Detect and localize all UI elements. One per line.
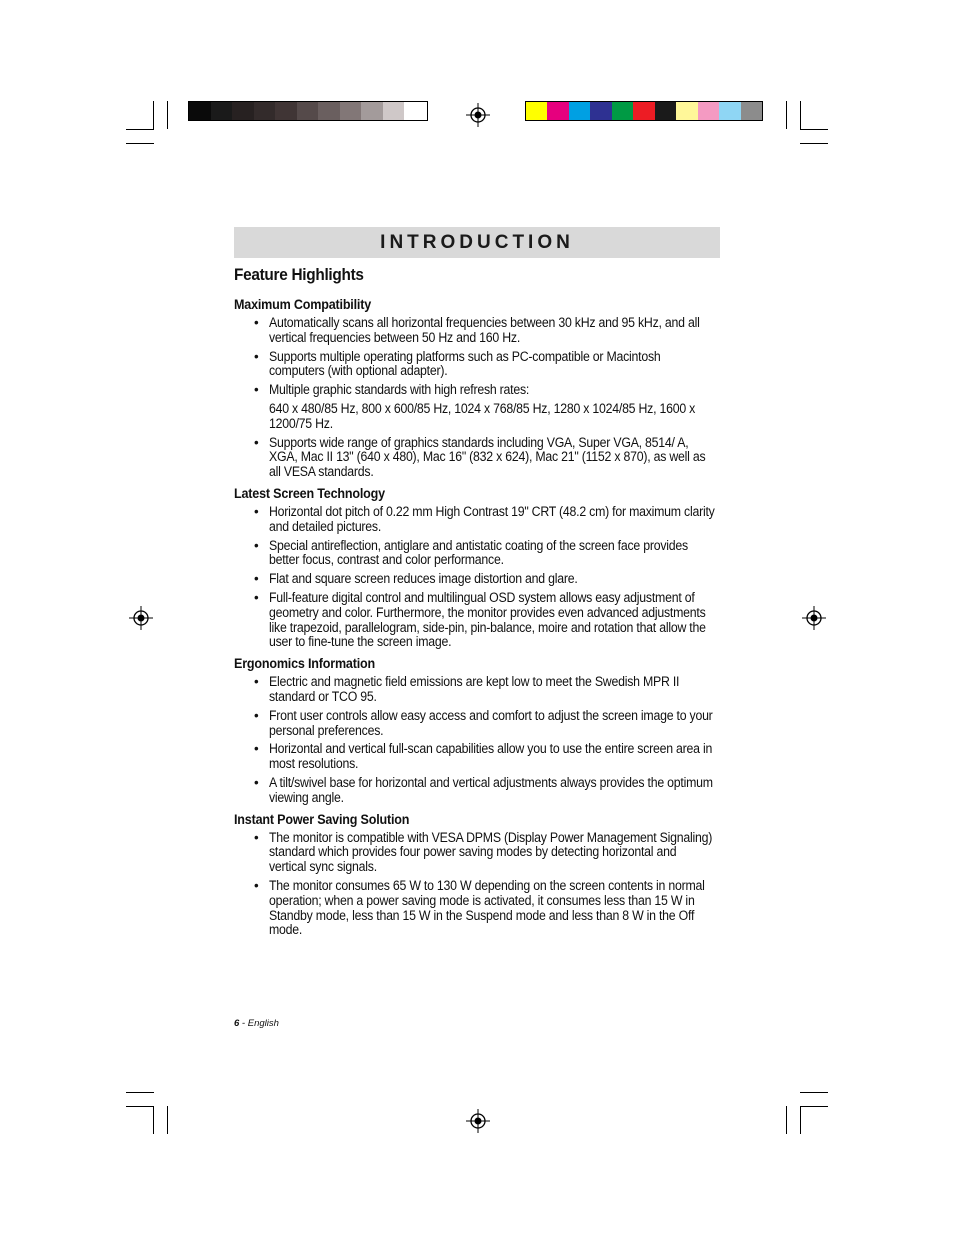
- color-swatch: [741, 102, 762, 120]
- crop-mark: [126, 1092, 154, 1093]
- crop-mark: [800, 143, 828, 144]
- list-item: [234, 776, 718, 806]
- list-item-text: Front user controls allow easy access and comfort to adjust the screen image to your personal preferences.: [269, 707, 713, 738]
- bullet-icon: •: [254, 571, 259, 587]
- list-item-text: The monitor consumes 65 W to 130 W depending on the screen contents in normal operation; when a power saving mode is activated, it consumes less than 15 W in Standby mode, less than 15 W in the Suspend mode and less than 8 W in the Off mode.: [269, 877, 705, 938]
- color-swatch: [383, 102, 405, 120]
- crop-mark: [800, 1106, 828, 1107]
- color-swatch: [698, 102, 719, 120]
- bullet-icon: •: [254, 434, 259, 450]
- color-swatch: [297, 102, 319, 120]
- list-item-text: Horizontal dot pitch of 0.22 mm High Contrast 19" CRT (48.2 cm) for maximum clarity and detailed pictures.: [269, 503, 715, 534]
- list-item: [234, 675, 718, 705]
- registration-target-icon: [466, 1109, 490, 1133]
- page-footer: [234, 1018, 279, 1029]
- color-swatch: [211, 102, 233, 120]
- color-swatch: [547, 102, 568, 120]
- color-swatch: [318, 102, 340, 120]
- subsection-heading: Ergonomics Information: [234, 656, 375, 672]
- color-swatch: [612, 102, 633, 120]
- bullet-icon: •: [254, 707, 259, 723]
- bullet-list: [234, 831, 718, 939]
- bullet-icon: •: [254, 503, 259, 519]
- list-item-text: Multiple graphic standards with high refresh rates:: [269, 382, 530, 398]
- bullet-icon: •: [254, 537, 259, 553]
- subsection-heading: Maximum Compatibility: [234, 297, 372, 312]
- list-item-text: Automatically scans all horizontal frequencies between 30 kHz and 95 kHz, and all vertical frequencies between 50 Hz and 160 Hz.: [269, 315, 700, 345]
- registration-target-icon: [802, 606, 826, 630]
- color-swatch: [655, 102, 676, 120]
- color-swatch: [232, 102, 254, 120]
- footer-language: - English: [239, 1018, 279, 1029]
- crop-mark: [153, 1106, 154, 1134]
- crop-mark: [786, 101, 787, 129]
- color-swatch: [404, 102, 426, 120]
- list-item: [234, 831, 718, 875]
- list-item: [234, 436, 718, 480]
- crop-mark: [126, 143, 154, 144]
- crop-mark: [800, 1092, 828, 1093]
- color-swatch: [676, 102, 697, 120]
- list-item-text: Horizontal and vertical full-scan capabilities allow you to use the entire screen area in most resolutions.: [269, 741, 713, 772]
- crop-mark: [800, 101, 801, 129]
- crop-mark: [800, 129, 828, 130]
- crop-mark: [167, 1106, 168, 1134]
- list-item: [234, 709, 718, 739]
- crop-mark: [800, 1106, 801, 1134]
- list-item: [234, 350, 718, 380]
- color-swatch: [189, 102, 211, 120]
- list-item-text: Supports multiple operating platforms such as PC-compatible or Macintosh computers (with optional adapter).: [269, 348, 661, 379]
- list-item: [234, 879, 718, 938]
- registration-target-icon: [129, 606, 153, 630]
- bullet-icon: •: [254, 348, 259, 364]
- registration-target-icon: [466, 103, 490, 127]
- bullet-icon: •: [254, 774, 259, 790]
- list-item: [234, 572, 718, 587]
- list-item: [234, 316, 718, 346]
- list-item-text: The monitor is compatible with VESA DPMS (Display Power Management Signaling) standard which provides four power saving modes by detecting horizontal and vertical sync signals.: [269, 829, 713, 875]
- bullet-list: [234, 505, 718, 650]
- subsection-heading: Instant Power Saving Solution: [234, 811, 410, 827]
- list-item-text: A tilt/swivel base for horizontal and vertical adjustments always provides the optimum viewing angle.: [269, 774, 713, 805]
- bullet-icon: •: [254, 674, 259, 690]
- bullet-icon: •: [254, 877, 259, 893]
- bullet-list: [234, 316, 718, 480]
- list-item-text: Full-feature digital control and multilingual OSD system allows easy adjustment of geometry and color. Furthermore, the monitor provides even advanced adjustments like trapezoid, parallelogram, side-pin, pin-balance, moire and rotation that allow the user to fine-tune the screen image.: [269, 589, 706, 650]
- color-swatch: [340, 102, 362, 120]
- color-swatch: [590, 102, 611, 120]
- crop-mark: [153, 101, 154, 129]
- crop-mark: [167, 101, 168, 129]
- page-number: 6: [234, 1018, 240, 1029]
- list-item-text: Supports wide range of graphics standards including VGA, Super VGA, 8514/ A, XGA, Mac II 13" (640 x 480), Mac 16" (832 x 624), Mac 21" (1152 x 870), as well as all VESA standards.: [269, 434, 706, 480]
- list-item: [234, 742, 718, 772]
- color-swatch: [361, 102, 383, 120]
- color-swatch: [275, 102, 297, 120]
- list-item: [234, 591, 718, 650]
- crop-mark: [126, 129, 154, 130]
- color-swatch: [526, 102, 547, 120]
- crop-mark: [786, 1106, 787, 1134]
- bullet-list: [234, 675, 718, 805]
- color-swatch: [569, 102, 590, 120]
- page-title-banner: INTRODUCTION: [234, 227, 720, 258]
- bullet-icon: •: [254, 589, 259, 605]
- list-item-text: Flat and square screen reduces image distortion and glare.: [269, 571, 578, 587]
- bullet-icon: •: [254, 741, 259, 757]
- list-item: [234, 539, 718, 569]
- main-content: [234, 266, 718, 944]
- subsection-heading: Latest Screen Technology: [234, 485, 385, 501]
- bullet-icon: •: [254, 315, 259, 330]
- grayscale-calibration-strip: [188, 101, 428, 121]
- list-item-text: Special antireflection, antiglare and antistatic coating of the screen face provides better focus, contrast and color performance.: [269, 537, 688, 568]
- color-swatch: [254, 102, 276, 120]
- feature-sections: [234, 297, 718, 938]
- color-swatch: [719, 102, 740, 120]
- crop-mark: [126, 1106, 154, 1107]
- list-item: [234, 505, 718, 535]
- color-calibration-strip: [525, 101, 763, 121]
- list-item-detail: 640 x 480/85 Hz, 800 x 600/85 Hz, 1024 x 768/85 Hz, 1280 x 1024/85 Hz, 1600 x 1200/75 Hz.: [269, 400, 696, 431]
- list-item: [234, 383, 718, 431]
- section-title: Feature Highlights: [234, 266, 364, 284]
- bullet-icon: •: [254, 829, 259, 845]
- list-item-text: Electric and magnetic field emissions are kept low to meet the Swedish MPR II standard or TCO 95.: [269, 674, 680, 704]
- color-swatch: [633, 102, 654, 120]
- bullet-icon: •: [254, 382, 259, 398]
